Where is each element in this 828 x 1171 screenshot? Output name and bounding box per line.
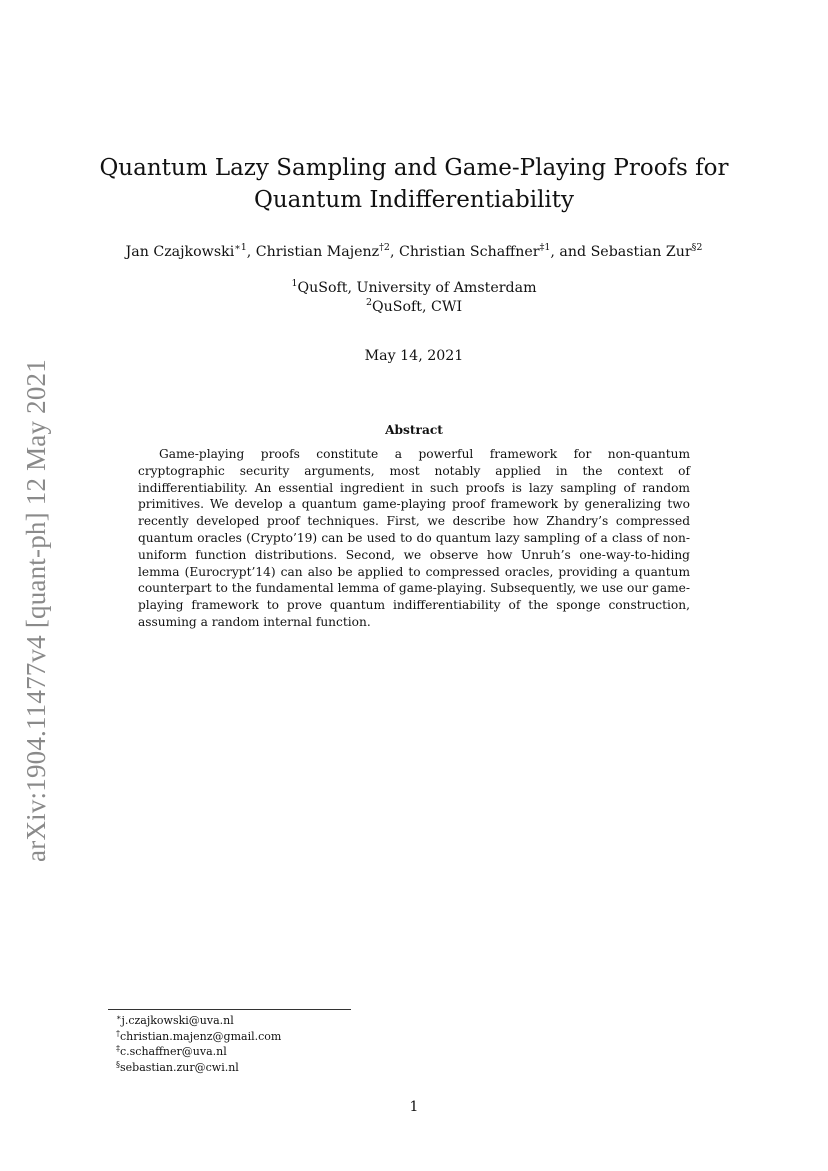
author-list: [90, 242, 738, 262]
paper-title: [90, 152, 738, 216]
author-name: Christian Majenz: [255, 244, 380, 260]
footnote-mark: ∗: [116, 1013, 122, 1022]
author-name: Sebastian Zur: [590, 244, 692, 260]
author-mark: ∗1: [234, 242, 247, 253]
footnote: [116, 1029, 281, 1045]
page-number: 1: [409, 1099, 419, 1115]
affiliation-mark: 2: [365, 297, 372, 308]
author-name: Christian Schaffner: [398, 244, 540, 260]
footnote: [116, 1060, 281, 1076]
author-mark: ‡1: [539, 242, 551, 253]
affiliation-text: QuSoft, CWI: [372, 299, 463, 315]
footnote-mark: †: [116, 1028, 120, 1038]
abstract-text: Game-playing proofs constitute a powerful framework for non-quantum cryptographic security arguments, most notably applied in the context of indifferentiability. An essential ingredient in such proofs is lazy sampling of random primitives. We develop a quantum game-playing proof framework by generalizing two recently developed proof techniques. First, we describe how Zhandry’s compressed quantum oracles (Crypto’19) can be used to do quantum lazy sampling of a class of non-uniform function distributions. Second, we observe how Unruh’s one-way-to-hiding lemma (Eurocrypt’14) can also be applied to compressed oracles, providing a quantum counterpart to the fundamental lemma of game-playing. Subsequently, we use our game-playing framework to prove quantum indifferentiability of the sponge construction, assuming a random internal function.: [138, 447, 690, 629]
arxiv-stamp: arXiv:1904.11477v4 [quant-ph] 12 May 2021: [20, 358, 51, 862]
title-line-1: Quantum Lazy Sampling and Game-Playing Proofs for: [99, 155, 729, 181]
arxiv-sidebar: [10, 345, 62, 875]
affiliation: [90, 278, 738, 298]
footnote-email: c.schaffner@uva.nl: [120, 1045, 227, 1059]
author-separator: , and: [550, 244, 591, 260]
footnote-rule: [108, 1009, 351, 1010]
footnote: [116, 1013, 281, 1029]
affiliation-mark: 1: [291, 278, 298, 289]
author-mark: †2: [379, 242, 390, 253]
author-separator: ,: [389, 244, 399, 260]
footnote-email: sebastian.zur@cwi.nl: [120, 1060, 239, 1074]
footnote-email: j.czajkowski@uva.nl: [121, 1014, 234, 1027]
author-separator: ,: [246, 244, 256, 260]
footnote-mark: §: [116, 1059, 120, 1069]
footnote-email: christian.majenz@gmail.com: [120, 1029, 282, 1043]
title-line-2: Quantum Indifferentiability: [253, 187, 575, 213]
footnotes: [116, 1013, 281, 1075]
affiliation: [90, 297, 738, 317]
author-mark: §2: [691, 242, 703, 253]
footnote-mark: ‡: [116, 1044, 120, 1054]
author-name: Jan Czajkowski: [125, 244, 235, 260]
abstract-heading: Abstract: [385, 423, 443, 437]
affiliation-text: QuSoft, University of Amsterdam: [297, 280, 537, 296]
footnote: [116, 1044, 281, 1060]
publication-date: May 14, 2021: [364, 348, 464, 364]
